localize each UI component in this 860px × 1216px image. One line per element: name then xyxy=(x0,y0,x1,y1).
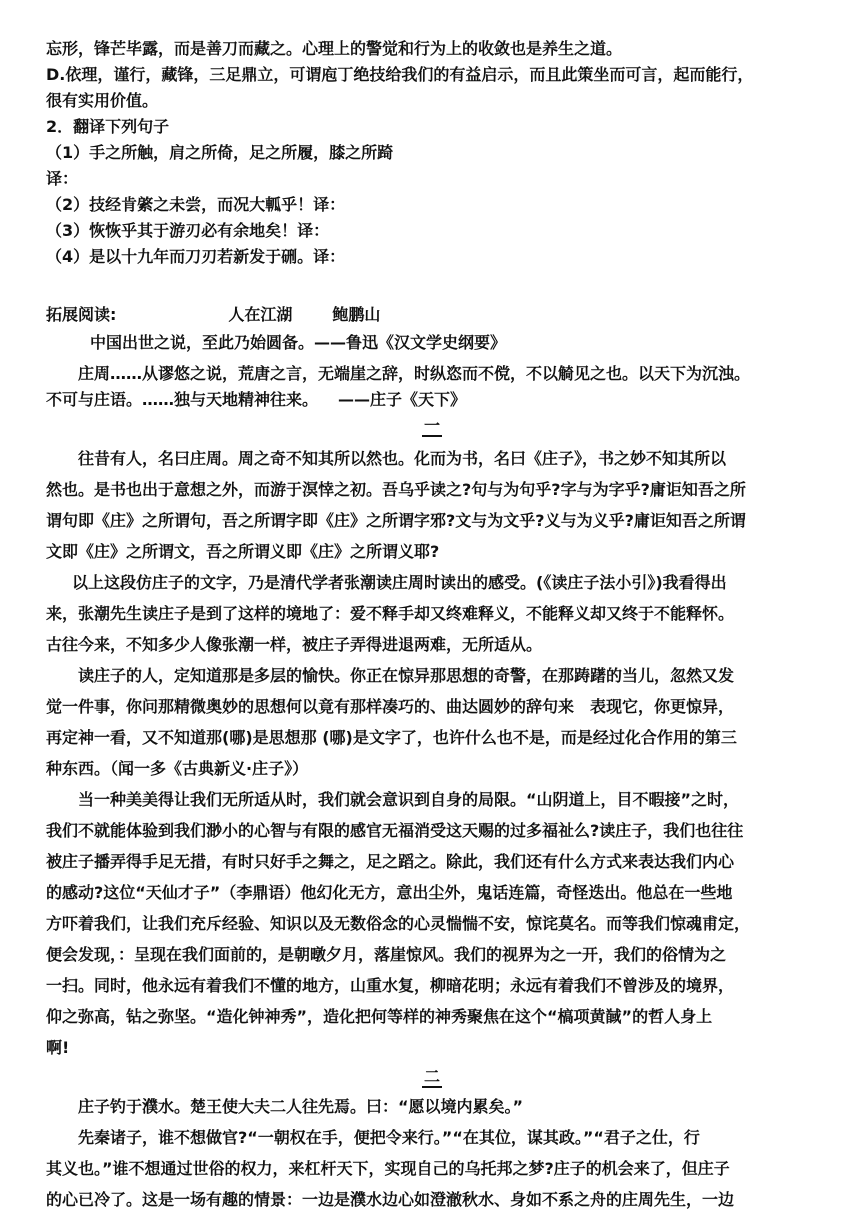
option-d-line: D.依理，谨行，藏锋，三足鼎立，可谓庖丁绝技给我们的有益启示，而且此策坐而可言，起而能行， xyxy=(46,65,754,84)
paragraph-line: 一扫。同时，他永远有着我们不懂的地方，山重水复，柳暗花明；永远有着我们不曾涉及的境界， xyxy=(46,976,735,995)
paragraph-line: 以上这段仿庄子的文字，乃是清代学者张潮读庄周时读出的感受。(《读庄子法小引》)我看得出 xyxy=(72,573,727,592)
paragraph-line: 方吓着我们，让我们充斥经验、知识以及无数俗念的心灵惴惴不安，惊诧莫名。而等我们惊魂甫定， xyxy=(46,914,751,933)
paragraph-line: 谓句即《庄》之所谓句，吾之所谓字即《庄》之所谓字邪?文与为文乎?义与为义乎?庸讵知吾之所谓 xyxy=(46,511,746,530)
paragraph-line: 的感动?这位“天仙才子”（李鼎语）他幻化无方，意出尘外，鬼话连篇，奇怪迭出。他总在一些地 xyxy=(46,883,733,902)
reading-header xyxy=(46,302,818,328)
epigraph-source: ——庄子《天下》 xyxy=(338,390,467,409)
paragraph-line: 往昔有人，名曰庄周。周之奇不知其所以然也。化而为书，名曰《庄子》，书之妙不知其所以 xyxy=(78,449,727,468)
translate-q3: （3）恢恢乎其于游刃必有余地矣！译： xyxy=(46,221,330,240)
epigraph-lu-xun: 中国出世之说，至此乃始圆备。——鲁迅《汉文学史纲要》 xyxy=(90,333,507,352)
article-title: 人在江湖 xyxy=(228,305,293,324)
section-number: 一 xyxy=(423,416,440,435)
translate-q4: （4）是以十九年而刀刃若新发于硎。译： xyxy=(46,247,346,266)
translate-q1-answer-label: 译： xyxy=(46,169,79,188)
paragraph-line: 种东西。（闻一多《古典新义·庄子》） xyxy=(46,759,309,778)
section-heading-1 xyxy=(46,413,818,439)
paragraph-line: 被庄子播弄得手足无措，有时只好手之舞之，足之蹈之。除此，我们还有什么方式来表达我们内心 xyxy=(46,852,735,871)
option-d-continuation: 很有实用价值。 xyxy=(46,91,159,110)
paragraph-line: 其义也。”谁不想通过世俗的权力，来杠杆天下，实现自己的乌托邦之梦?庄子的机会来了，但庄子 xyxy=(46,1159,730,1178)
paragraph-line: 文即《庄》之所谓文，吾之所谓义即《庄》之所谓义耶? xyxy=(46,542,440,561)
reading-label: 拓展阅读: xyxy=(46,305,117,324)
paragraph-line: 啊! xyxy=(46,1038,70,1057)
paragraph-line: 读庄子的人，定知道那是多层的愉快。你正在惊异那思想的奇警，在那踌躇的当儿，忽然又发 xyxy=(78,666,735,685)
paragraph-line: 仰之弥高，钻之弥坚。“造化钟神秀”，造化把何等样的神秀聚焦在这个“槁项黄馘”的哲人身上 xyxy=(46,1007,713,1026)
paragraph-line: 再定神一看，又不知道那(哪)是思想那 (哪)是文字了，也许什么也不是，而是经过化合作用的第三 xyxy=(46,728,737,747)
paragraph-line: 当一种美美得让我们无所适从时，我们就会意识到自身的局限。“山阴道上，目不暇接”之时， xyxy=(78,790,740,809)
translate-heading: 2．翻译下列句子 xyxy=(46,117,170,136)
paragraph-line: 然也。是书也出于意想之外，而游于溟悻之初。吾乌乎读之?句与为句乎?字与为字乎?庸讵知吾之所 xyxy=(46,480,746,499)
text-line: 忘形，锋芒毕露，而是善刀而藏之。心理上的警觉和行为上的收敛也是养生之道。 xyxy=(46,39,623,58)
paragraph-line: 先秦诸子，谁不想做官?“一朝权在手，便把令来行。”“在其位，谋其政。”“君子之仕，行 xyxy=(78,1128,700,1147)
epigraph-zhuangzi-text: 不可与庄语。……独与天地精神往来。 xyxy=(46,390,319,409)
paragraph-line: 我们不就能体验到我们渺小的心智与有限的感官无福消受这天赐的过多福祉么?读庄子，我们也往往 xyxy=(46,821,744,840)
translate-q2: （2）技经肯綮之未尝，而况大軱乎！译： xyxy=(46,195,346,214)
paragraph-line: 庄子钓于濮水。楚王使大夫二人往先焉。曰：“愿以境内累矣。” xyxy=(78,1097,524,1116)
paragraph-line: 觉一件事，你问那精微奥妙的思想何以竟有那样凑巧的、曲达圆妙的辞句来 表现它，你更惊异， xyxy=(46,697,735,716)
epigraph-zhuangzi: 庄周……从谬悠之说，荒唐之言，无端崖之辞，时纵恣而不傥，不以觭见之也。以天下为沉浊。 xyxy=(78,364,751,383)
section-number: 二 xyxy=(423,1067,440,1086)
paragraph-line: 便会发现，：呈现在我们面前的，是朝暾夕月，落崖惊风。我们的视界为之一开，我们的俗情为之 xyxy=(46,945,727,964)
paragraph-line: 古往今来，不知多少人像张潮一样，被庄子弄得进退两难，无所适从。 xyxy=(46,635,543,654)
paragraph-line: 的心已冷了。这是一场有趣的情景：一边是濮水边心如澄澈秋水、身如不系之舟的庄周先生，一边 xyxy=(46,1190,735,1209)
section-heading-2 xyxy=(46,1064,818,1090)
translate-q1: （1）手之所触，肩之所倚，足之所履，膝之所踦 xyxy=(46,143,394,162)
paragraph-line: 来，张潮先生读庄子是到了这样的境地了：爱不释手却又终难释义，不能释义却又终于不能释怀。 xyxy=(46,604,735,623)
article-author: 鲍鹏山 xyxy=(332,305,381,324)
epigraph-zhuangzi-continuation xyxy=(46,387,818,413)
